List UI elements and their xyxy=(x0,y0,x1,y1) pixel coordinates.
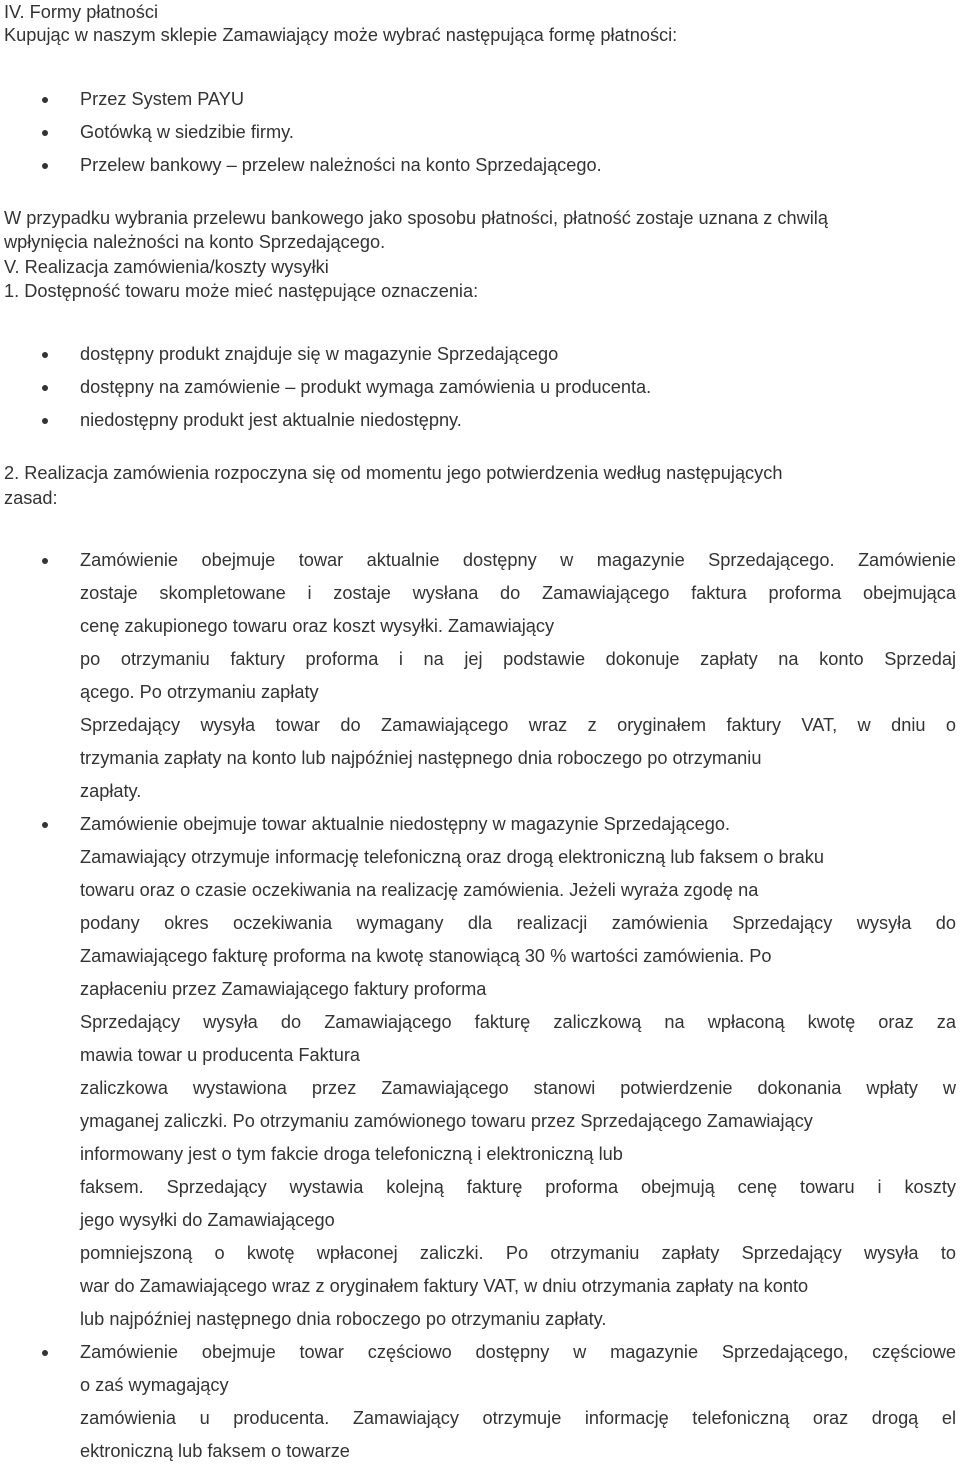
availability-status: dostępny produkt znajduje się w magazynie Sprzedającego xyxy=(80,344,559,364)
bullet-icon xyxy=(42,352,48,358)
payment-method: Przez System PAYU xyxy=(80,89,245,109)
rule-line: ymaganej zaliczki. Po otrzymaniu zamówionego towaru przez Sprzedającego Zamawiający xyxy=(80,1111,813,1131)
rule-line: Zamawiający otrzymuje informację telefoniczną oraz drogą elektroniczną lub faksem o braku xyxy=(80,847,825,867)
payment-method: Przelew bankowy – przelew należności na konto Sprzedającego. xyxy=(80,155,602,175)
section-heading-payment: IV. Formy płatności xyxy=(4,2,158,22)
rule-line: ektroniczną lub faksem o towarze xyxy=(80,1441,350,1461)
rule-line: ącego. Po otrzymaniu zapłaty xyxy=(80,682,319,702)
bullet-icon xyxy=(42,385,48,391)
availability-list xyxy=(0,343,960,442)
transfer-note-line: wpłynięcia należności na konto Sprzedającego. xyxy=(4,232,386,252)
rule-line: pomniejszoną o kwotę wpłaconej zaliczki. Po otrzymaniu zapłaty Sprzedający wysyła to xyxy=(80,1243,956,1263)
list-item xyxy=(0,376,960,409)
rule-line: Sprzedający wysyła do Zamawiającego fakturę zaliczkową na wpłaconą kwotę oraz za xyxy=(80,1012,956,1032)
list-item xyxy=(0,88,960,121)
bullet-icon xyxy=(42,97,48,103)
rule-line: Sprzedający wysyła towar do Zamawiającego wraz z oryginałem faktury VAT, w dniu o xyxy=(80,715,956,735)
bullet-icon xyxy=(42,558,48,564)
bullet-icon xyxy=(42,130,48,136)
rule-line: Zamówienie obejmuje towar aktualnie dostępny w magazynie Sprzedającego. Zamówienie xyxy=(80,550,956,570)
list-item xyxy=(0,409,960,442)
fulfillment-rules-list xyxy=(0,544,960,1468)
rule-line: po otrzymaniu faktury proforma i na jej podstawie dokonuje zapłaty na konto Sprzedaj xyxy=(80,649,956,669)
fulfillment-intro-line: zasad: xyxy=(4,488,58,508)
bullet-icon xyxy=(42,822,48,828)
rule-line: zamówienia u producenta. Zamawiający otrzymuje informację telefoniczną oraz drogą el xyxy=(80,1408,956,1428)
list-item xyxy=(0,343,960,376)
rule-line: podany okres oczekiwania wymagany dla realizacji zamówienia Sprzedający wysyła do xyxy=(80,913,956,933)
rule-line: Zamawiającego fakturę proforma na kwotę stanowiącą 30 % wartości zamówienia. Po xyxy=(80,946,772,966)
rule-line: trzymania zapłaty na konto lub najpóźniej następnego dnia roboczego po otrzymaniu xyxy=(80,748,762,768)
availability-status: dostępny na zamówienie – produkt wymaga zamówienia u producenta. xyxy=(80,377,652,397)
payment-methods-list xyxy=(0,88,960,187)
payment-method: Gotówką w siedzibie firmy. xyxy=(80,122,294,142)
rule-line: Zamówienie obejmuje towar aktualnie niedostępny w magazynie Sprzedającego. xyxy=(80,814,731,834)
list-item xyxy=(0,808,956,1336)
rule-line: mawia towar u producenta Faktura xyxy=(80,1045,361,1065)
rule-line: jego wysyłki do Zamawiającego xyxy=(80,1210,335,1230)
list-item xyxy=(0,121,960,154)
list-item xyxy=(0,154,960,187)
rule-line: war do Zamawiającego wraz z oryginałem faktury VAT, w dniu otrzymania zapłaty na konto xyxy=(80,1276,809,1296)
rule-line: towaru oraz o czasie oczekiwania na realizację zamówienia. Jeżeli wyraża zgodę na xyxy=(80,880,759,900)
availability-status: niedostępny produkt jest aktualnie niedostępny. xyxy=(80,410,462,430)
rule-line: Zamówienie obejmuje towar częściowo dostępny w magazynie Sprzedającego, częściowe xyxy=(80,1342,956,1362)
list-item xyxy=(0,1336,956,1468)
section-heading-fulfillment: V. Realizacja zamówienia/koszty wysyłki xyxy=(4,257,329,277)
rule-line: zostaje skompletowane i zostaje wysłana do Zamawiającego faktura proforma obejmująca xyxy=(80,583,956,603)
fulfillment-intro-line: 2. Realizacja zamówienia rozpoczyna się od momentu jego potwierdzenia według następujących xyxy=(4,463,783,483)
transfer-note-line: W przypadku wybrania przelewu bankowego jako sposobu płatności, płatność zostaje uznana z chwilą xyxy=(4,208,828,228)
rule-line: zaliczkowa wystawiona przez Zamawiającego stanowi potwierdzenie dokonania wpłaty w xyxy=(80,1078,956,1098)
rule-line: cenę zakupionego towaru oraz koszt wysyłki. Zamawiający xyxy=(80,616,555,636)
rule-line: lub najpóźniej następnego dnia roboczego po otrzymaniu zapłaty. xyxy=(80,1309,607,1329)
bullet-icon xyxy=(42,418,48,424)
availability-intro: 1. Dostępność towaru może mieć następujące oznaczenia: xyxy=(4,281,479,301)
rule-line: o zaś wymagający xyxy=(80,1375,229,1395)
bullet-icon xyxy=(42,163,48,169)
payment-intro: Kupując w naszym sklepie Zamawiający może wybrać następująca formę płatności: xyxy=(4,25,678,45)
rule-line: informowany jest o tym fakcie droga telefoniczną i elektroniczną lub xyxy=(80,1144,623,1164)
rule-line: zapłaceniu przez Zamawiającego faktury proforma xyxy=(80,979,487,999)
list-item xyxy=(0,544,956,808)
rule-line: zapłaty. xyxy=(80,781,142,801)
bullet-icon xyxy=(42,1350,48,1356)
rule-line: faksem. Sprzedający wystawia kolejną fakturę proforma obejmują cenę towaru i koszty xyxy=(80,1177,956,1197)
